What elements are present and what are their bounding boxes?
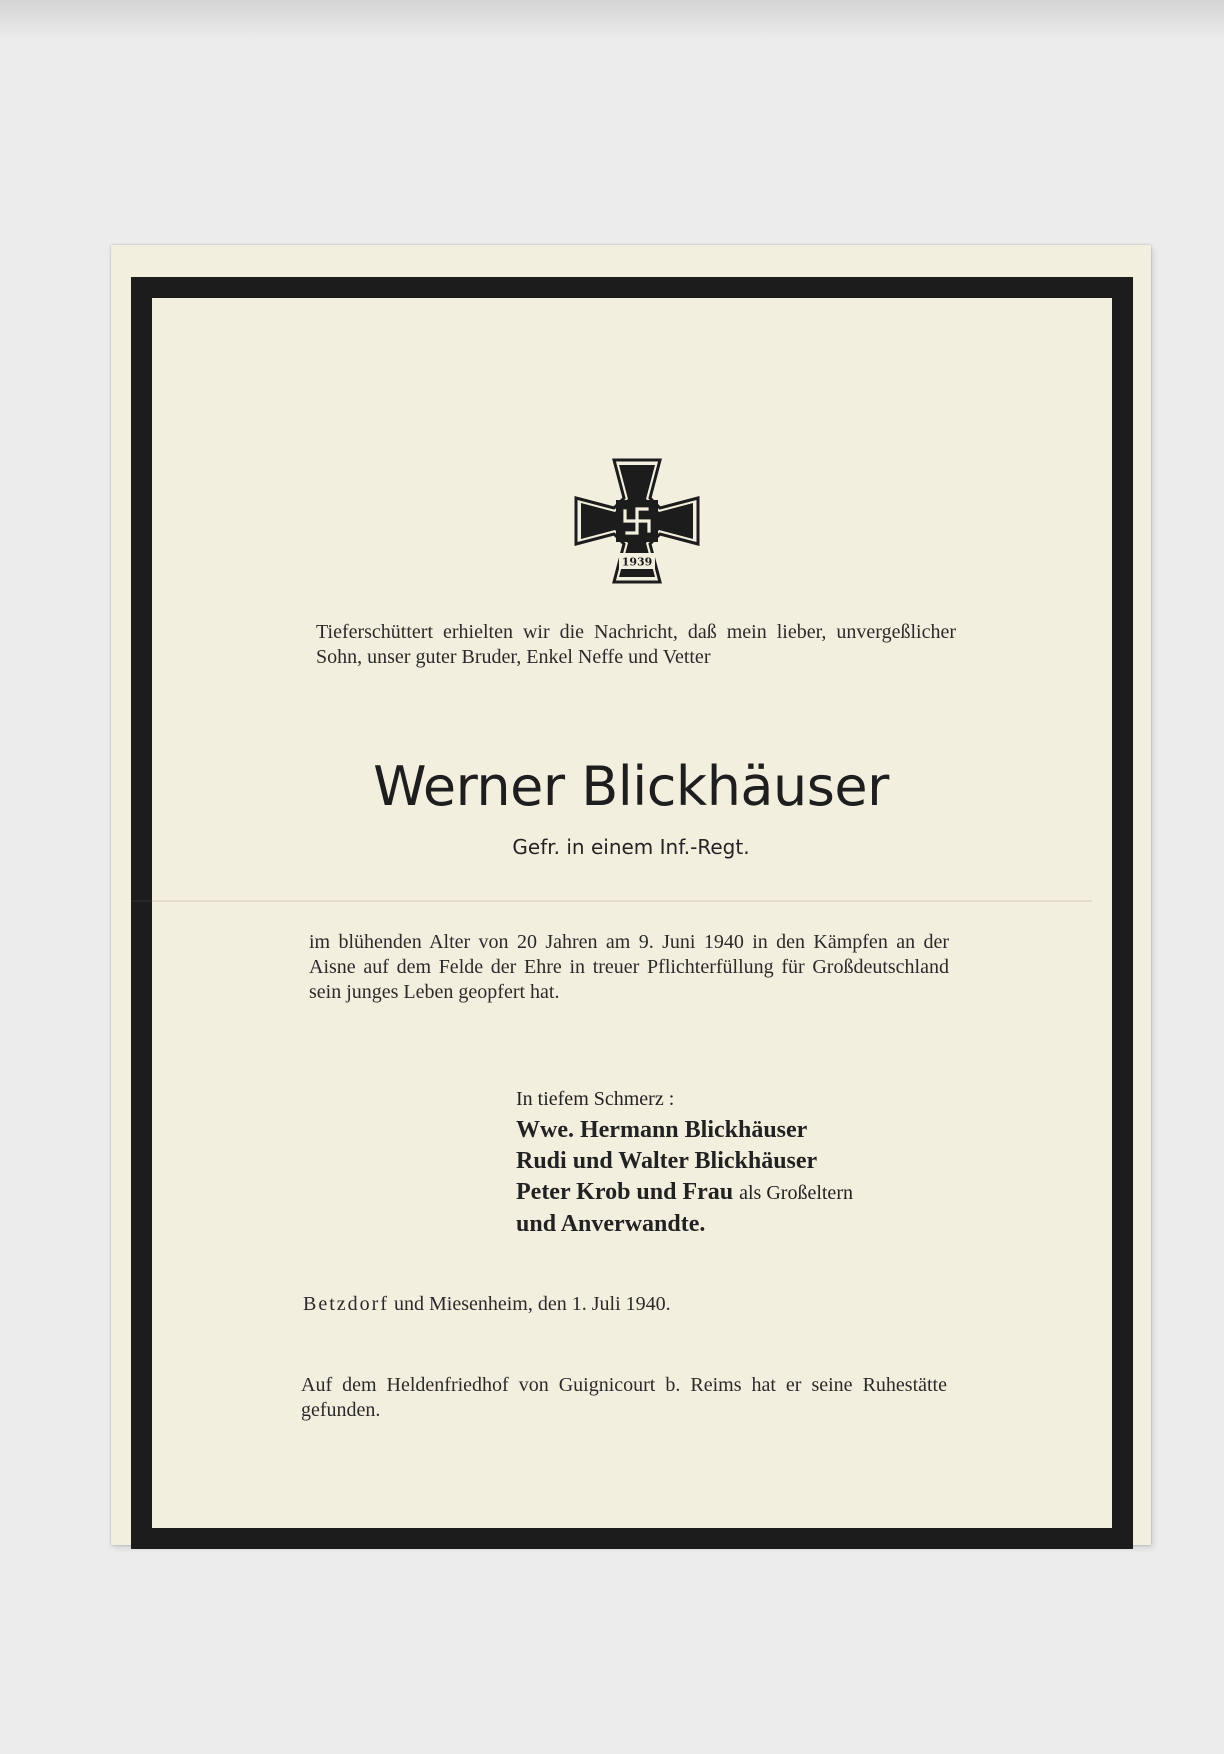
mourner-line: Rudi und Walter Blickhäuser: [516, 1148, 818, 1174]
deceased-name: Werner Blickhäuser: [373, 755, 889, 818]
circumstances-paragraph: im blühenden Alter von 20 Jahren am 9. Juni 1940 in den Kämpfen an der Aisne auf dem Felde der Ehre in treuer Pflichterfüllung für Großdeutschland sein junges Leben geopfert hat.: [309, 931, 949, 1003]
date-text: und Miesenheim, den 1. Juli 1940.: [393, 1293, 671, 1315]
place-and-date: [303, 1293, 943, 1316]
iron-cross-icon: [574, 458, 700, 584]
grandparents-note: als Großeltern: [739, 1182, 853, 1204]
obituary-card: [111, 245, 1151, 1545]
deceased-rank: Gefr. in einem Inf.-Regt.: [512, 835, 750, 859]
mourners-block: [516, 1088, 976, 1240]
intro-paragraph: Tieferschüttert erhielten wir die Nachricht, daß mein lieber, unvergeßlicher Sohn, unser guter Bruder, Enkel Neffe und Vetter: [316, 621, 956, 668]
scan-background: [0, 0, 1224, 40]
place-name: Betzdorf: [303, 1293, 389, 1315]
mourner-names: Peter Krob und Frau: [516, 1179, 734, 1205]
mourner-line-grandparents: [516, 1177, 976, 1209]
cross-year: 1939: [621, 555, 653, 569]
mourner-line: Wwe. Hermann Blickhäuser: [516, 1117, 808, 1143]
mourners-caption: In tiefem Schmerz :: [516, 1088, 675, 1110]
mourner-line: und Anverwandte.: [516, 1211, 706, 1237]
fold-crease: [132, 900, 1092, 902]
burial-note: Auf dem Heldenfriedhof von Guignicourt b. Reims hat er seine Ruhestätte gefunden.: [301, 1374, 947, 1421]
